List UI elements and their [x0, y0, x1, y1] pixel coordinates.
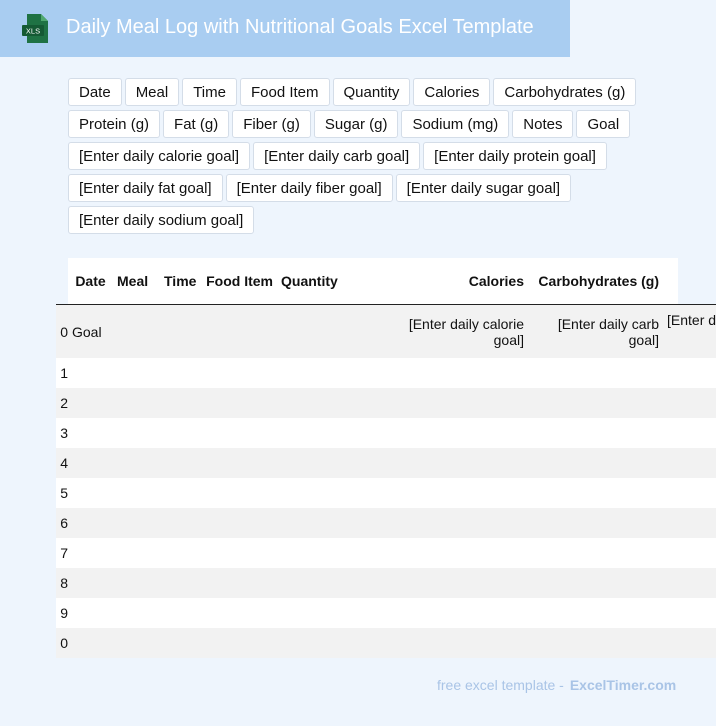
cell	[200, 478, 277, 508]
title-bar	[0, 0, 570, 57]
cell-calorie-goal: [Enter daily calorie goal]	[404, 305, 528, 359]
excel-file-icon	[21, 13, 49, 44]
cell	[68, 388, 113, 418]
cell	[277, 598, 404, 628]
header-chip: Food Item	[240, 78, 330, 106]
cell	[277, 418, 404, 448]
page-title: Daily Meal Log with Nutritional Goals Excel Template	[66, 16, 534, 38]
cell	[200, 508, 277, 538]
cell	[200, 598, 277, 628]
cell	[277, 388, 404, 418]
cell	[160, 598, 200, 628]
header-chip: [Enter daily sodium goal]	[68, 206, 254, 234]
header-chip: Carbohydrates (g)	[493, 78, 636, 106]
cell	[663, 358, 716, 388]
row-index: 3	[56, 418, 68, 448]
table-row	[56, 478, 716, 508]
cell-goal-label: Goal	[68, 305, 113, 359]
cell	[528, 568, 663, 598]
cell	[663, 448, 716, 478]
table-row	[56, 628, 716, 658]
cell	[663, 628, 716, 658]
cell	[404, 628, 528, 658]
footer	[437, 677, 676, 693]
cell	[200, 358, 277, 388]
row-index: 2	[56, 388, 68, 418]
cell	[663, 568, 716, 598]
cell	[277, 568, 404, 598]
cell	[113, 598, 160, 628]
column-header-overflow	[663, 258, 716, 305]
cell-carb-goal: [Enter daily carb goal]	[528, 305, 663, 359]
cell	[160, 388, 200, 418]
column-header-carbohydrates: Carbohydrates (g)	[528, 258, 663, 305]
cell	[663, 388, 716, 418]
cell	[68, 598, 113, 628]
cell	[113, 305, 160, 359]
cell	[277, 305, 404, 359]
column-header-quantity: Quantity	[277, 258, 404, 305]
header-chip: Notes	[512, 110, 573, 138]
table-row	[56, 598, 716, 628]
cell	[663, 508, 716, 538]
row-index: 5	[56, 478, 68, 508]
cell	[200, 418, 277, 448]
table-header-row	[56, 258, 716, 305]
cell	[277, 538, 404, 568]
cell	[404, 508, 528, 538]
column-header-food-item: Food Item	[200, 258, 277, 305]
row-index: 8	[56, 568, 68, 598]
table-container[interactable]	[60, 258, 716, 651]
footer-label: free excel template -	[437, 677, 564, 693]
cell	[528, 388, 663, 418]
cell	[113, 478, 160, 508]
cell	[663, 418, 716, 448]
header-chip: Sugar (g)	[314, 110, 399, 138]
row-index: 4	[56, 448, 68, 478]
cell	[68, 628, 113, 658]
cell	[68, 508, 113, 538]
cell	[113, 568, 160, 598]
cell	[160, 568, 200, 598]
cell	[663, 478, 716, 508]
header-chip: [Enter daily protein goal]	[423, 142, 607, 170]
column-header-date: Date	[68, 258, 113, 305]
cell	[528, 418, 663, 448]
cell	[160, 418, 200, 448]
row-index: 7	[56, 538, 68, 568]
header-chip: [Enter daily fat goal]	[68, 174, 223, 202]
column-header-chips	[68, 78, 638, 234]
cell	[68, 448, 113, 478]
header-chip: Fiber (g)	[232, 110, 311, 138]
header-chip: [Enter daily fiber goal]	[226, 174, 393, 202]
cell	[663, 598, 716, 628]
cell	[160, 538, 200, 568]
table-row	[56, 358, 716, 388]
cell	[113, 358, 160, 388]
cell	[277, 508, 404, 538]
cell	[113, 388, 160, 418]
cell	[528, 358, 663, 388]
table-row-goal	[56, 305, 716, 359]
cell	[277, 358, 404, 388]
header-chip: Sodium (mg)	[401, 110, 509, 138]
cell	[404, 568, 528, 598]
cell	[200, 628, 277, 658]
cell	[113, 538, 160, 568]
row-index: 1	[56, 358, 68, 388]
footer-brand-link[interactable]: ExcelTimer.com	[569, 677, 677, 693]
row-index: 9	[56, 598, 68, 628]
cell	[200, 538, 277, 568]
cell	[277, 478, 404, 508]
cell	[404, 448, 528, 478]
cell	[68, 538, 113, 568]
cell	[200, 388, 277, 418]
header-chip: [Enter daily sugar goal]	[396, 174, 571, 202]
cell	[200, 448, 277, 478]
header-chip: Date	[68, 78, 122, 106]
header-chip: Quantity	[333, 78, 411, 106]
cell	[404, 598, 528, 628]
header-chip: Protein (g)	[68, 110, 160, 138]
cell	[200, 305, 277, 359]
row-index: 6	[56, 508, 68, 538]
row-index: 0	[56, 628, 68, 658]
cell	[160, 448, 200, 478]
column-header-calories: Calories	[404, 258, 528, 305]
cell	[160, 358, 200, 388]
header-chip: Calories	[413, 78, 490, 106]
index-header	[56, 258, 68, 305]
header-chip: Meal	[125, 78, 180, 106]
cell	[160, 508, 200, 538]
cell	[68, 568, 113, 598]
table-row	[56, 418, 716, 448]
row-index: 0	[56, 305, 68, 359]
header-chip: [Enter daily carb goal]	[253, 142, 420, 170]
cell-protein-goal: [Enter d	[663, 305, 716, 359]
cell	[68, 358, 113, 388]
excel-icon-label: XLS	[25, 26, 41, 36]
cell	[528, 478, 663, 508]
cell	[160, 628, 200, 658]
table-row	[56, 538, 716, 568]
cell	[663, 538, 716, 568]
cell	[528, 598, 663, 628]
cell	[277, 628, 404, 658]
cell	[404, 478, 528, 508]
cell	[404, 358, 528, 388]
cell	[528, 538, 663, 568]
meal-log-table	[56, 258, 716, 658]
cell	[200, 568, 277, 598]
table-row	[56, 388, 716, 418]
cell	[113, 628, 160, 658]
cell	[404, 388, 528, 418]
header-chip: Fat (g)	[163, 110, 229, 138]
cell	[113, 448, 160, 478]
cell	[160, 305, 200, 359]
table-row	[56, 508, 716, 538]
cell	[160, 478, 200, 508]
cell	[528, 448, 663, 478]
cell	[113, 418, 160, 448]
cell	[528, 508, 663, 538]
cell	[528, 628, 663, 658]
cell	[68, 478, 113, 508]
cell	[68, 418, 113, 448]
header-chip: [Enter daily calorie goal]	[68, 142, 250, 170]
column-header-meal: Meal	[113, 258, 160, 305]
header-chip: Time	[182, 78, 237, 106]
cell	[113, 508, 160, 538]
table-row	[56, 568, 716, 598]
header-chip: Goal	[576, 110, 630, 138]
cell	[277, 448, 404, 478]
table-row	[56, 448, 716, 478]
column-header-time: Time	[160, 258, 200, 305]
cell	[404, 538, 528, 568]
cell	[404, 418, 528, 448]
